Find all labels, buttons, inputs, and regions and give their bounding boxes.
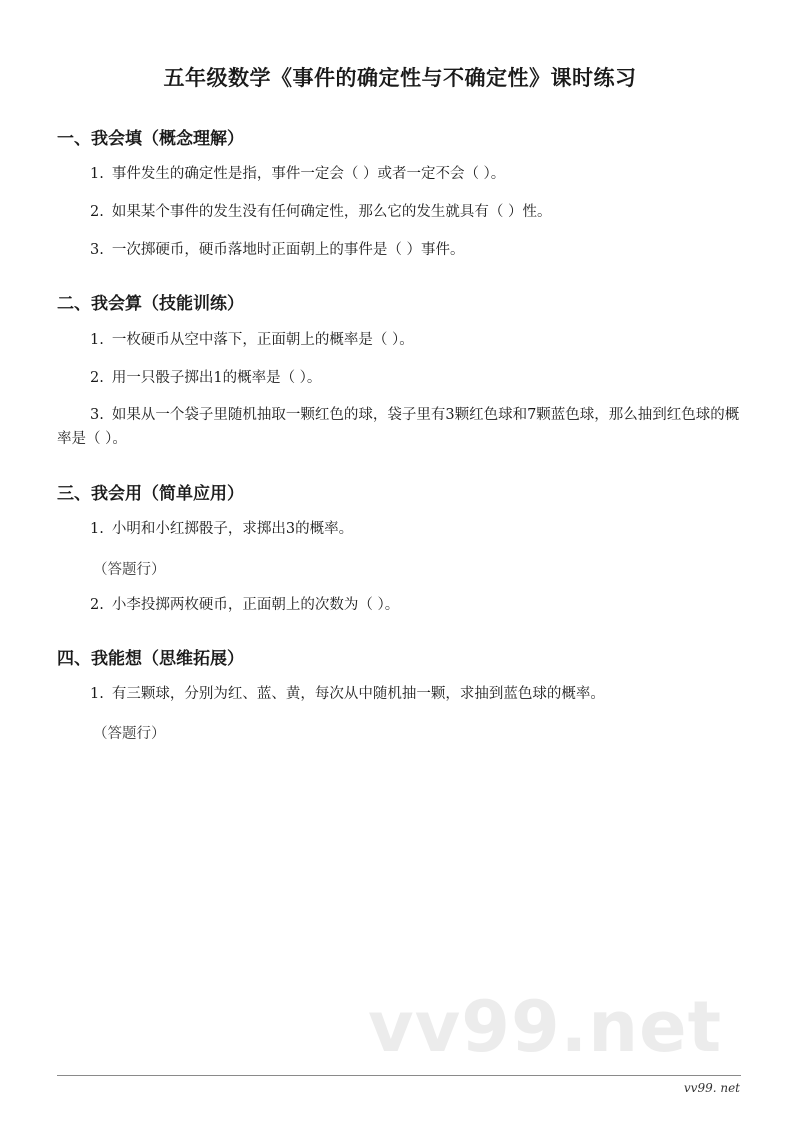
- question-text: 一次掷硬币，硬币落地时正面朝上的事件是（ ）事件。: [111, 242, 465, 258]
- section-heading-1: 一、我会填（概念理解）: [57, 129, 244, 149]
- question-4-1: [90, 682, 605, 706]
- question-3-2: [90, 593, 399, 617]
- question-2-2: [90, 366, 321, 390]
- question-1-1: [90, 162, 505, 186]
- question-number: 1.: [90, 521, 104, 537]
- question-text: 事件发生的确定性是指，事件一定会（ ）或者一定不会（ ）。: [111, 166, 506, 182]
- question-number: 2.: [90, 204, 104, 220]
- section-heading-2: 二、我会算（技能训练）: [57, 294, 244, 314]
- question-text: 小李投掷两枚硬币，正面朝上的次数为（ ）。: [111, 597, 400, 613]
- question-2-1: [90, 328, 414, 352]
- section-heading-3: 三、我会用（简单应用）: [57, 484, 244, 504]
- question-number: 1.: [90, 166, 104, 182]
- question-number: 1.: [90, 686, 104, 702]
- question-number: 3.: [90, 407, 104, 423]
- question-text: 如果从一个袋子里随机抽取一颗红色的球，袋子里有3颗红色球和7颗蓝色球，那么抽到红色球的概率是（ ）。: [57, 407, 740, 447]
- question-text: 小明和小红掷骰子，求掷出3的概率。: [111, 521, 354, 537]
- footer-site: vv99. net: [683, 1081, 740, 1095]
- answer-line: （答题行）: [93, 562, 166, 578]
- question-text: 如果某个事件的发生没有任何确定性，那么它的发生就具有（ ）性。: [111, 204, 552, 220]
- answer-line: （答题行）: [93, 726, 166, 742]
- question-number: 2.: [90, 597, 104, 613]
- question-number: 2.: [90, 370, 104, 386]
- page-title: 五年级数学《事件的确定性与不确定性》课时练习: [163, 66, 637, 90]
- question-2-3: [57, 403, 747, 451]
- question-text: 有三颗球，分别为红、蓝、黄，每次从中随机抽一颗，求抽到蓝色球的概率。: [111, 686, 605, 702]
- question-number: 1.: [90, 332, 104, 348]
- watermark: vv99.net: [368, 986, 723, 1068]
- footer-divider: [57, 1075, 741, 1076]
- question-1-3: [90, 238, 464, 262]
- section-heading-4: 四、我能想（思维拓展）: [57, 649, 244, 669]
- question-1-2: [90, 200, 551, 224]
- question-number: 3.: [90, 242, 104, 258]
- question-text: 用一只骰子掷出1的概率是（ ）。: [111, 370, 322, 386]
- question-3-1: [90, 517, 353, 541]
- question-text: 一枚硬币从空中落下，正面朝上的概率是（ ）。: [111, 332, 414, 348]
